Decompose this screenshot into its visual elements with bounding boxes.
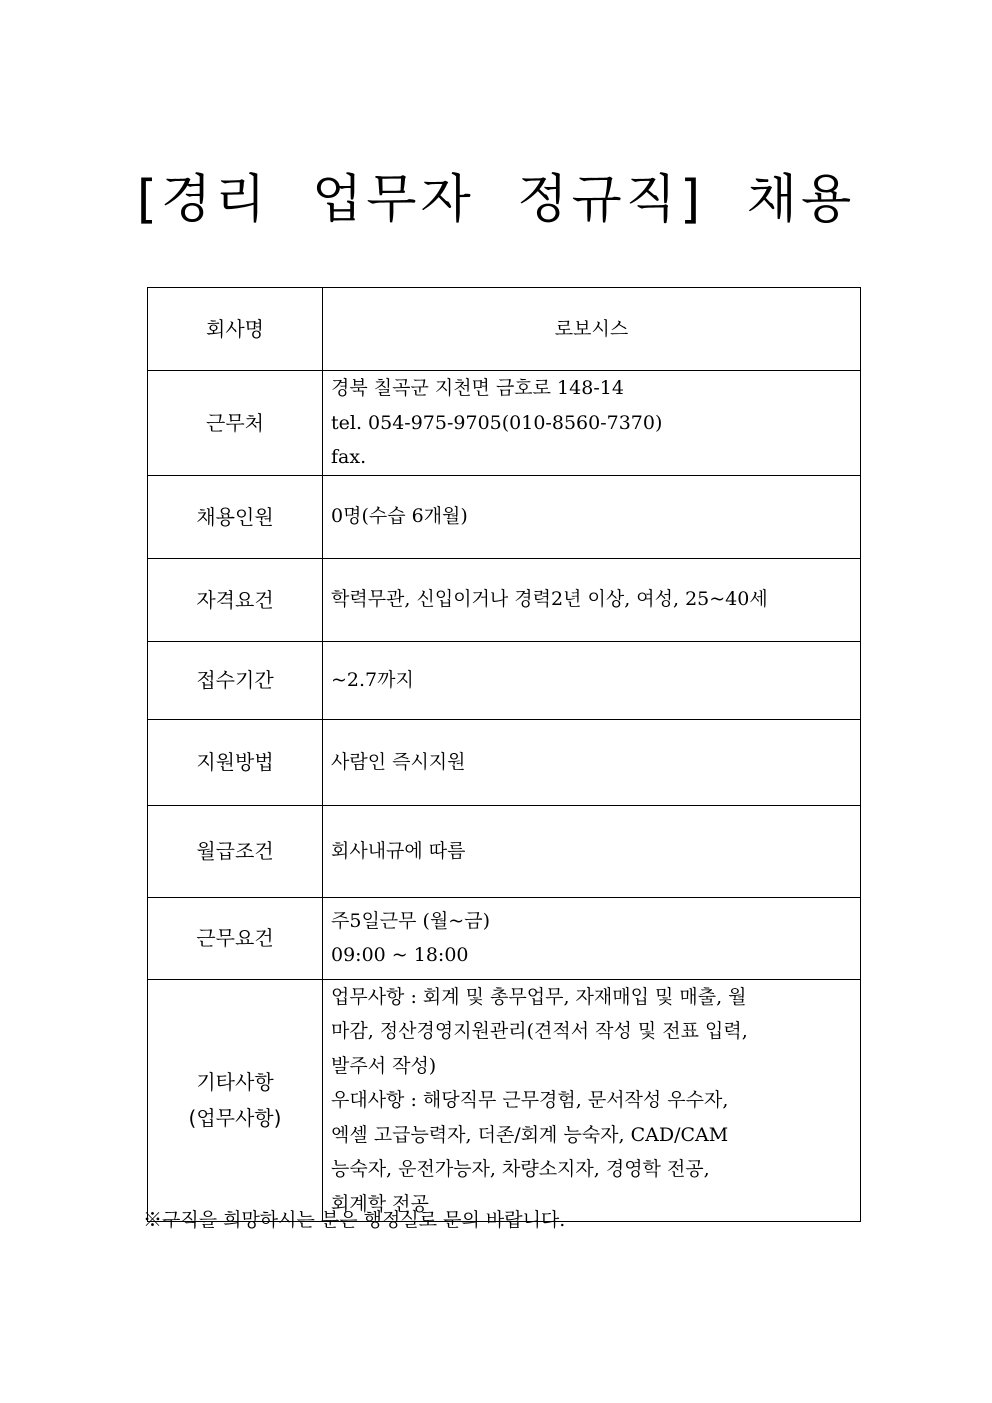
application-period-value: [323, 641, 861, 719]
work-days-text: 주5일근무 (월~금): [331, 909, 490, 932]
other-details-line: 마감, 정산경영지원관리(견적서 작성 및 전표 입력,: [331, 1020, 748, 1042]
work-hours-text: 09:00 ~ 18:00: [331, 944, 469, 966]
workplace-phone: tel. 054-975-9705(010-8560-7370): [331, 411, 663, 434]
headcount-value: [323, 475, 861, 558]
salary-value: [323, 805, 861, 897]
workplace-address: 경북 칠곡군 지천면 금호로 148-14: [331, 377, 624, 399]
table-row-work-conditions: [148, 897, 861, 979]
table-row-other-details: [148, 979, 861, 1222]
other-details-label-line-2: (업무사항): [188, 1106, 282, 1131]
workplace-fax: fax.: [331, 446, 367, 468]
salary-label: 월급조건: [148, 805, 323, 897]
application-period-text: ~2.7까지: [331, 668, 414, 691]
other-details-line: 발주서 작성): [331, 1054, 437, 1077]
page-title: [경리 업무자 정규직] 채용: [136, 170, 856, 230]
company-name-value: [323, 288, 861, 371]
qualifications-label: 자격요건: [148, 558, 323, 641]
table-row-application-period: [148, 641, 861, 719]
other-details-line: 업무사항 : 회계 및 총무업무, 자재매입 및 매출, 월: [331, 985, 747, 1008]
table-row-headcount: [148, 475, 861, 558]
workplace-label: 근무처: [148, 371, 323, 476]
table-row-application-method: [148, 719, 861, 805]
qualifications-text: 학력무관, 신입이거나 경력2년 이상, 여성, 25~40세: [331, 588, 768, 611]
other-details-line: 엑셀 고급능력자, 더존/회계 능숙자, CAD/CAM: [331, 1123, 729, 1146]
application-period-label: 접수기간: [148, 641, 323, 719]
recruitment-info-table: [147, 287, 861, 1222]
application-method-text: 사람인 즉시지원: [331, 750, 466, 773]
workplace-value: [323, 371, 861, 476]
footnote: ※구직을 희망하시는 분은 행정실로 문의 바랍니다.: [143, 1209, 566, 1231]
table-row-salary: [148, 805, 861, 897]
headcount-text: 0명(수습 6개월): [331, 505, 468, 528]
company-name-text: 로보시스: [554, 317, 629, 340]
work-conditions-label: 근무요건: [148, 897, 323, 979]
company-name-label: 회사명: [148, 288, 323, 371]
work-conditions-value: [323, 897, 861, 979]
other-details-value: [323, 979, 861, 1222]
other-details-label: [148, 979, 323, 1222]
application-method-label: 지원방법: [148, 719, 323, 805]
table-row-company-name: [148, 288, 861, 371]
headcount-label: 채용인원: [148, 475, 323, 558]
other-details-line: 능숙자, 운전가능자, 차량소지자, 경영학 전공,: [331, 1158, 710, 1180]
application-method-value: [323, 719, 861, 805]
salary-text: 회사내규에 따름: [331, 839, 466, 862]
qualifications-value: [323, 558, 861, 641]
other-details-line: 우대사항 : 해당직무 근무경험, 문서작성 우수자,: [331, 1089, 729, 1111]
table-row-qualifications: [148, 558, 861, 641]
other-details-label-line-1: 기타사항: [196, 1070, 274, 1095]
table-row-workplace: [148, 371, 861, 476]
other-details-line: 회계학 전공: [331, 1192, 429, 1215]
